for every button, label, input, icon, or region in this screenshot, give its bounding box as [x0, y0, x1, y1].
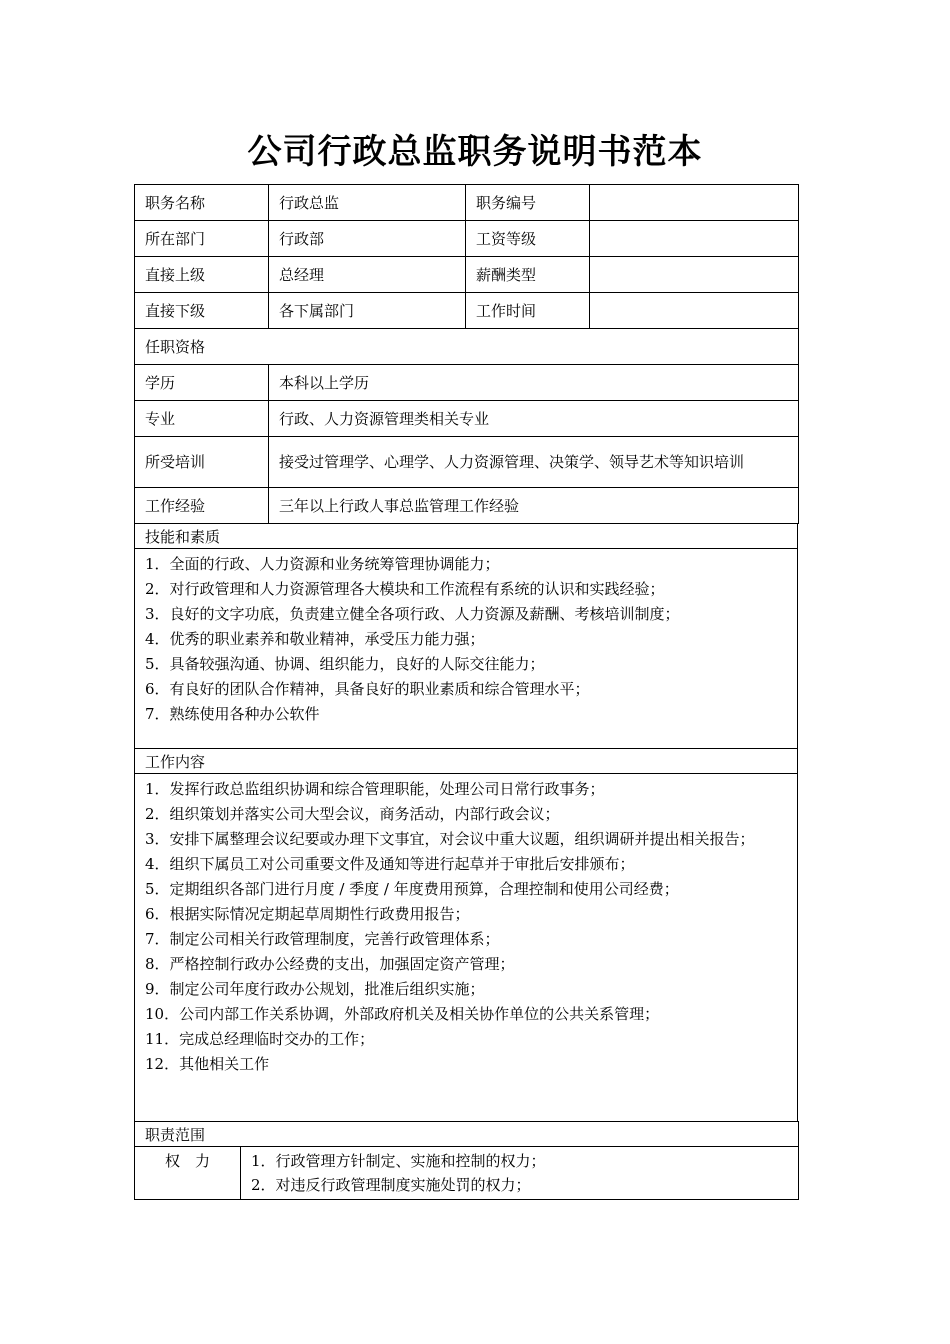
- list-item: 5．具备较强沟通、协调、组织能力，良好的人际交往能力；: [145, 655, 545, 673]
- job-code-label: 职务编号: [466, 185, 590, 221]
- list-item: 12．其他相关工作: [145, 1055, 270, 1073]
- table-row: [135, 549, 798, 749]
- table-row: [135, 221, 799, 257]
- table-row: [135, 293, 799, 329]
- list-item: 4．组织下属员工对公司重要文件及通知等进行起草并于审批后安排颁布；: [145, 855, 635, 873]
- list-item: 3．安排下属整理会议纪要或办理下文事宜，对会议中重大议题，组织调研并提出相关报告；: [145, 830, 755, 848]
- table-row: [135, 401, 799, 437]
- supervisor-label: 直接上级: [135, 257, 269, 293]
- education-value: 本科以上学历: [269, 365, 799, 401]
- list-item: 5．定期组织各部门进行月度 / 季度 / 年度费用预算，合理控制和使用公司经费；: [145, 880, 679, 898]
- table-row: [135, 524, 798, 549]
- experience-label: 工作经验: [135, 488, 269, 524]
- table-row: [135, 437, 799, 488]
- list-item: 8．严格控制行政办公经费的支出，加强固定资产管理；: [145, 955, 515, 973]
- list-item: 2．对行政管理和人力资源管理各大模块和工作流程有系统的认识和实践经验；: [145, 580, 665, 598]
- experience-value: 三年以上行政人事总监管理工作经验: [269, 488, 799, 524]
- table-row: [135, 257, 799, 293]
- table-row: [135, 329, 799, 365]
- table-row: [135, 749, 798, 774]
- list-item: 3．良好的文字功底，负责建立健全各项行政、人力资源及薪酬、考核培训制度；: [145, 605, 680, 623]
- list-item: 7．熟练使用各种办公软件: [145, 705, 320, 723]
- list-item: 4．优秀的职业素养和敬业精神，承受压力能力强；: [145, 630, 485, 648]
- list-item: 1．全面的行政、人力资源和业务统筹管理协调能力；: [145, 555, 500, 573]
- skills-list: [135, 549, 798, 749]
- list-item: 2．组织策划并落实公司大型会议，商务活动，内部行政会议；: [145, 805, 560, 823]
- education-label: 学历: [135, 365, 269, 401]
- department-value: 行政部: [269, 221, 466, 257]
- skills-table: [134, 523, 798, 749]
- list-item: 6．根据实际情况定期起草周期性行政费用报告；: [145, 905, 470, 923]
- work-hours-label: 工作时间: [466, 293, 590, 329]
- qualifications-table: [134, 328, 799, 524]
- table-row: [135, 185, 799, 221]
- department-label: 所在部门: [135, 221, 269, 257]
- salary-grade-value: [590, 221, 799, 257]
- skills-heading: 技能和素质: [135, 524, 798, 549]
- job-description-form: [134, 184, 798, 1200]
- job-title-value: 行政总监: [269, 185, 466, 221]
- table-row: [135, 1147, 799, 1200]
- power-list: [241, 1147, 799, 1200]
- pay-type-value: [590, 257, 799, 293]
- list-item: 7．制定公司相关行政管理制度，完善行政管理体系；: [145, 930, 500, 948]
- job-code-value: [590, 185, 799, 221]
- scope-heading: 职责范围: [135, 1122, 799, 1147]
- job-title-label: 职务名称: [135, 185, 269, 221]
- work-hours-value: [590, 293, 799, 329]
- list-item: 1．行政管理方针制定、实施和控制的权力；: [251, 1152, 546, 1170]
- list-item: 11．完成总经理临时交办的工作；: [145, 1030, 375, 1048]
- supervisor-value: 总经理: [269, 257, 466, 293]
- table-row: [135, 774, 798, 1122]
- basic-info-table: [134, 184, 799, 329]
- duties-list: [135, 774, 798, 1122]
- major-label: 专业: [135, 401, 269, 437]
- salary-grade-label: 工资等级: [466, 221, 590, 257]
- duties-table: [134, 748, 798, 1122]
- list-item: 1．发挥行政总监组织协调和综合管理职能，处理公司日常行政事务；: [145, 780, 605, 798]
- pay-type-label: 薪酬类型: [466, 257, 590, 293]
- page-title: 公司行政总监职务说明书范本: [247, 132, 703, 172]
- list-item: 2．对违反行政管理制度实施处罚的权力；: [251, 1176, 531, 1194]
- training-label: 所受培训: [135, 437, 269, 488]
- table-row: [135, 365, 799, 401]
- subordinate-value: 各下属部门: [269, 293, 466, 329]
- list-item: 10．公司内部工作关系协调，外部政府机关及相关协作单位的公共关系管理；: [145, 1005, 660, 1023]
- qualifications-heading: 任职资格: [135, 329, 799, 365]
- table-row: [135, 1122, 799, 1147]
- table-row: [135, 488, 799, 524]
- subordinate-label: 直接下级: [135, 293, 269, 329]
- scope-table: [134, 1121, 799, 1200]
- major-value: 行政、人力资源管理类相关专业: [269, 401, 799, 437]
- training-value: 接受过管理学、心理学、人力资源管理、决策学、领导艺术等知识培训: [269, 437, 799, 488]
- duties-heading: 工作内容: [135, 749, 798, 774]
- list-item: 6．有良好的团队合作精神，具备良好的职业素质和综合管理水平；: [145, 680, 590, 698]
- power-label: 权 力: [135, 1147, 241, 1200]
- list-item: 9．制定公司年度行政办公规划，批准后组织实施；: [145, 980, 485, 998]
